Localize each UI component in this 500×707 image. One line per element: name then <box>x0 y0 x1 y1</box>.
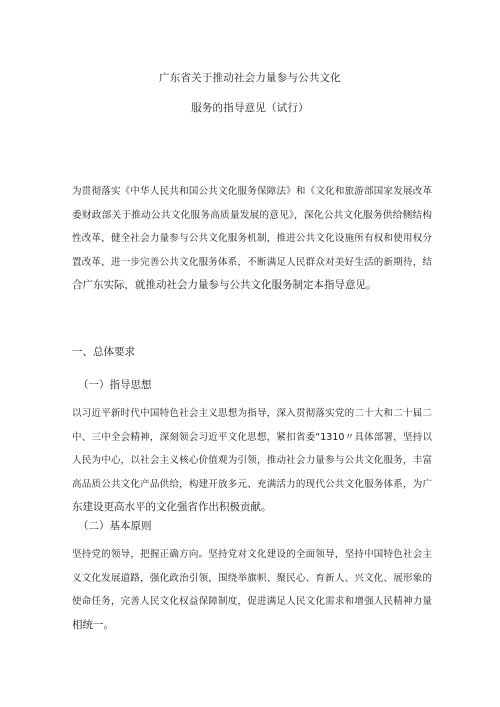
paragraph-line: 义文化发展道路，强化政治引领，围绕举旗帜、聚民心、育新人、兴文化、展形象的 <box>72 572 432 584</box>
paragraph-line: 合广东实际，就推动社会力量参与公共文化服务制定本指导意见。 <box>72 279 377 291</box>
paragraph-line: 置改革，进一步完善公共文化服务体系，不断满足人民群众对美好生活的新期待，结 <box>72 256 432 268</box>
subsection-heading-guiding-ideology: （一）指导思想 <box>78 379 152 391</box>
paragraph-line: 以习近平新时代中国特色社会主义思想为指导，深入贯彻落实党的二十大和二十届二 <box>72 408 432 419</box>
paragraph-line: 相统一。 <box>72 618 114 631</box>
paragraph-line: 使命任务，完善人民文化权益保障制度，促进满足人民文化需求和增强人民精神力量 <box>72 596 432 607</box>
paragraph-line: 委财政部关于推动公共文化服务高质量发展的意见》，深化公共文化服务供给侧结构 <box>72 209 432 221</box>
document-title-line-1: 广东省关于推动社会力量参与公共文化 <box>159 72 341 84</box>
document-title-line-2: 服务的指导意见（试行） <box>191 102 309 114</box>
paragraph-line: 东建设更高水平的文化强省作出积极贡献。 <box>72 501 272 513</box>
section-heading-general-requirements: 一、总体要求 <box>72 346 135 358</box>
paragraph-line: 中、三中全会精神，深刻领会习近平文化思想，紧扣省委“1310〃具体部署，坚持以 <box>72 431 432 443</box>
paragraph-line: 坚持党的领导，把握正确方向。坚持党对文化建设的全面领导，坚持中国特色社会主 <box>72 549 432 560</box>
paragraph-line: 高品质公共文化产品供给，构建开放多元、充满活力的现代公共文化服务体系，为广 <box>72 478 432 490</box>
intro-paragraph <box>72 180 432 298</box>
subsection-heading-basic-principles: （二）基本原则 <box>78 520 152 532</box>
paragraph-line: 性改革，健全社会力量参与公共文化服务机制，推进公共文化设施所有权和使用权分 <box>72 233 432 244</box>
guiding-ideology-paragraph <box>72 402 432 520</box>
basic-principles-paragraph <box>72 543 432 637</box>
paragraph-line: 为贯彻落实《中华人民共和国公共文化服务保障法》和《文化和旅游部国家发展改革 <box>72 186 432 197</box>
paragraph-line: 人民为中心，以社会主义核心价值观为引领，推动社会力量参与公共文化服务，丰富 <box>72 455 432 466</box>
